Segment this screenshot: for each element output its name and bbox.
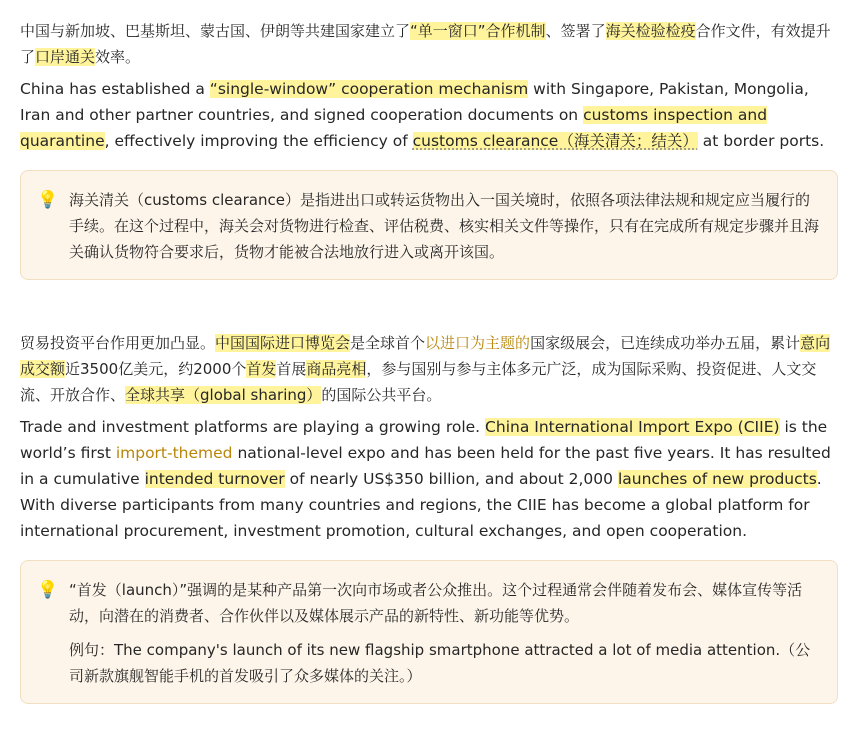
text: 首展 xyxy=(276,360,307,378)
paragraph-zh-1 xyxy=(20,18,838,70)
highlight-products-zh[interactable]: 商品亮相 xyxy=(306,360,367,378)
text: at border ports. xyxy=(697,132,825,150)
highlight-intended-turnover-en[interactable]: intended turnover xyxy=(144,470,285,488)
text: 是全球首个 xyxy=(350,334,426,352)
text: 近3500亿美元，约2000个 xyxy=(65,360,247,378)
text: ，参与国别与参与主体多元广泛，成为国际采购、投资促进、人文交流、开放合作、 xyxy=(20,360,817,404)
note-text: “首发（launch）”强调的是某种产品第一次向市场或者公众推出。这个过程通常会伴随着发布会、媒体宣传等活动，向潜在的消费者、合作伙伴以及媒体展示产品的新特性、新功能等优势。 xyxy=(69,581,803,625)
text: . With diverse participants from many countries and regions, the CIIE has become a global platform for international procurement, investment promotion, cultural exchanges, and open cooperation. xyxy=(20,470,822,540)
highlight-customs-inspection-zh[interactable]: 海关检验检疫 xyxy=(605,22,696,40)
paragraph-en-1 xyxy=(20,76,838,154)
text: China has established a xyxy=(20,80,210,98)
text: national-level expo and has been held for the past five years. It has resulted in a cumulative xyxy=(20,444,831,488)
text: 中国与新加坡、巴基斯坦、蒙古国、伊朗等共建国家建立了 xyxy=(20,22,411,40)
text: 合作文件，有效提升了 xyxy=(20,22,831,66)
highlight-customs-clearance-en[interactable]: customs clearance（海关清关；结关） xyxy=(412,132,698,150)
text: 的国际公共平台。 xyxy=(321,386,442,404)
highlight-launches-en[interactable]: launches of new products xyxy=(617,470,817,488)
highlight-import-themed-en[interactable]: import-themed xyxy=(115,444,233,462)
text: with Singapore, Pakistan, Mongolia, Iran and other partner countries, and signed cooperation documents on xyxy=(20,80,809,124)
note-example: 例句：The company's launch of its new flagship smartphone attracted a lot of media attention.（公司新款旗舰智能手机的首发吸引了众多媒体的关注。） xyxy=(69,641,811,685)
highlight-ciie-en[interactable]: China International Import Expo (CIIE) xyxy=(485,418,780,436)
text: 效率。 xyxy=(95,48,141,66)
highlight-port-clearance-zh[interactable]: 口岸通关 xyxy=(35,48,96,66)
highlight-global-sharing-zh[interactable]: 全球共享（global sharing） xyxy=(125,386,322,404)
note-customs-clearance xyxy=(20,170,838,280)
note-launch xyxy=(20,560,838,704)
highlight-customs-inspection-en[interactable]: customs inspection and quarantine xyxy=(20,106,768,150)
lightbulb-icon: 💡 xyxy=(37,580,59,600)
highlight-intended-turnover-zh[interactable]: 意向成交额 xyxy=(20,334,831,378)
text: 贸易投资平台作用更加凸显。 xyxy=(20,334,216,352)
lightbulb-icon: 💡 xyxy=(37,190,59,210)
highlight-import-themed-zh[interactable]: 以进口为主题的 xyxy=(425,334,531,352)
highlight-ciie-zh[interactable]: 中国国际进口博览会 xyxy=(215,334,351,352)
text: 、签署了 xyxy=(545,22,606,40)
paragraph-zh-2 xyxy=(20,330,838,408)
text: is the world’s first xyxy=(20,418,828,462)
text: Trade and investment platforms are playing a growing role. xyxy=(20,418,486,436)
highlight-single-window-en[interactable]: “single-window” cooperation mechanism xyxy=(209,80,529,98)
highlight-launch-zh[interactable]: 首发 xyxy=(246,360,277,378)
highlight-single-window-zh[interactable]: “单一窗口”合作机制 xyxy=(410,22,546,40)
note-text: 海关清关（customs clearance）是指进出口或转运货物出入一国关境时，依照各项法律法规和规定应当履行的手续。在这个过程中，海关会对货物进行检查、评估税费、核实相关文件等操作，只有在完成所有规定步骤并且海关确认货物符合要求后，货物才能被合法地放行进入或离开该国。 xyxy=(69,191,820,261)
paragraph-en-2 xyxy=(20,414,838,544)
text: of nearly US$350 billion, and about 2,000 xyxy=(284,470,618,488)
text: , effectively improving the efficiency of xyxy=(104,132,413,150)
text: 国家级展会，已连续成功举办五届，累计 xyxy=(530,334,801,352)
